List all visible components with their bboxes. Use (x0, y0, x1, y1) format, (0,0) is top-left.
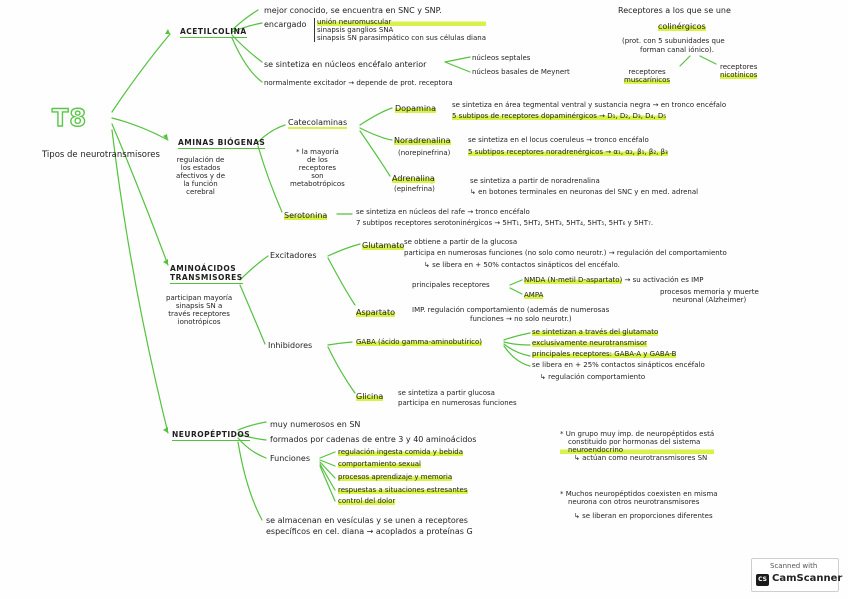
note-line: ↳ actúan como neurotransmisores SN (574, 454, 708, 462)
heading-line: TRANSMISORES (170, 273, 243, 282)
camscanner-logo-icon: CS (756, 574, 769, 586)
acetilcolina-encargado: encargado (264, 20, 307, 29)
catecolaminas-note (290, 148, 345, 188)
aminas-heading: AMINAS BIÓGENAS (178, 138, 266, 147)
nota-hormonas (560, 430, 714, 462)
acetilcolina-line: mejor conocido, se encuentra en SNC y SNP. (264, 6, 442, 15)
gaba-line: exclusivamente neurotransmisor (532, 339, 648, 347)
camscanner-brand: CamScanner (772, 573, 843, 584)
gaba-text: GABA (ácido gamma-aminobutírico) (356, 338, 483, 346)
adrenalina-line: ↳ en botones terminales en neuronas del SNC y en med. adrenal (470, 188, 699, 196)
nota-coexisten (560, 490, 718, 520)
neuropeptidos-almacen: se almacenan en vesículas y se unen a receptores (266, 516, 468, 525)
aminoacidos-heading (170, 264, 243, 284)
noradrenalina-sub: (norepinefrina) (398, 149, 451, 157)
glicina-label: Glicina (356, 392, 384, 401)
noradrenalina-line: se sintetiza en el locus coeruleus → tronco encéfalo (468, 136, 649, 144)
aminas-description (176, 156, 225, 196)
note-line: neuroendocrino (560, 446, 714, 454)
dopamina-label: Dopamina (395, 104, 437, 113)
desc-line: la función (183, 180, 218, 188)
heading-line: AMINOÁCIDOS (170, 264, 237, 273)
desc-line: ionotrópicos (177, 318, 221, 326)
note-line: receptores (298, 164, 337, 172)
glicina-line: se sintetiza a partir glucosa (398, 389, 495, 397)
gaba-line: principales receptores: GABA-A y GABA-B (532, 350, 677, 358)
note-line: ↳ se liberan en proporciones diferentes (574, 512, 713, 520)
note-line: neurona con otros neurotransmisores (568, 498, 700, 506)
funcion-item: regulación ingesta comida y bebida (338, 448, 464, 456)
neuropeptidos-heading: NEUROPÉPTIDOS (172, 430, 251, 439)
inhibidores-label: Inhibidores (268, 341, 313, 350)
nmda-activation: → su activación es IMP (624, 276, 704, 284)
sintesis-item: núcleos basales de Meynert (472, 68, 570, 76)
receptores-nicotinicos (720, 63, 757, 79)
desc-line: regulación de (176, 156, 225, 164)
gaba-line: se sintetizan a través del glutamato (532, 328, 659, 336)
neuropeptidos-line: muy numerosos en SN (270, 420, 361, 429)
procesos-note (660, 288, 759, 304)
glutamato-line: participa en numerosas funciones (no solo como neurotr.) → regulación del comportamiento (404, 249, 727, 257)
aspartato-line: IMP. regulación comportamiento (además de numerosas (412, 306, 610, 314)
note-line: * Muchos neuropéptidos coexisten en misma (560, 490, 718, 498)
receptores-label: receptores (720, 63, 758, 71)
serotonina-line: se sintetiza en núcleos del rafe → tronco encéfalo (356, 208, 530, 216)
note-line: * la mayoría (295, 148, 339, 156)
glicina-line: participa en numerosas funciones (398, 399, 517, 407)
desc-line: los estados (180, 164, 221, 172)
noradrenalina-label: Noradrenalina (394, 136, 451, 145)
note-line: metabotrópicos (290, 180, 345, 188)
excitadores-label: Excitadores (270, 251, 317, 260)
glutamato-label: Glutamato (362, 241, 405, 250)
gaba-line: ↳ regulación comportamiento (540, 373, 646, 381)
sintesis-item: núcleos septales (472, 54, 531, 62)
receptores-muscarinicos (624, 68, 670, 84)
nmda-label (524, 276, 703, 284)
funcion-item: respuestas a situaciones estresantes (338, 486, 468, 494)
page-subtitle: Tipos de neurotransmisores (42, 150, 160, 160)
neuropeptidos-almacen: específicos en cel. diana → acoplados a proteínas G (266, 527, 473, 536)
encargado-item: sinapsis SN parasimpático con sus células diana (317, 34, 487, 42)
acetilcolina-encargado-list (314, 18, 486, 42)
noradrenalina-line: 5 subtipos receptores noradrenérgicos → α₁, α₂, β₁, β₂, β₃ (468, 148, 668, 156)
glutamato-line: ↳ se libera en + 50% contactos sinápticos del encéfalo. (424, 261, 620, 269)
receptores-line: Receptores a los que se une (618, 6, 731, 15)
adrenalina-sub: (epinefrina) (394, 185, 435, 193)
receptores-colinergicos: colinérgicos (658, 22, 706, 31)
serotonina-label: Serotonina (284, 211, 328, 220)
desc-line: través receptores (168, 310, 230, 318)
note-line: * Un grupo muy imp. de neuropéptidos está (560, 430, 715, 438)
funcion-item: control del dolor (338, 497, 396, 505)
funciones-label: Funciones (270, 454, 310, 463)
note-line: neuronal (Alzheimer) (672, 296, 747, 304)
note-line: de los (306, 156, 328, 164)
adrenalina-line: se sintetiza a partir de noradrenalina (470, 177, 600, 185)
funcion-item: comportamiento sexual (338, 460, 421, 468)
note-line: son (311, 172, 324, 180)
desc-line: participan mayoría (166, 294, 233, 302)
note-line: constituido por hormonas del sistema (568, 438, 701, 446)
receptores-label: receptores (628, 68, 666, 76)
ampa-label: AMPA (524, 291, 544, 299)
glutamato-line: se obtiene a partir de la glucosa (404, 238, 518, 246)
acetilcolina-sintesis: se sintetiza en núcleos encéfalo anterior (264, 60, 427, 69)
scanned-with-text: Scanned with (770, 562, 818, 570)
dopamina-line: se sintetiza en área tegmental ventral y sustancia negra → en tronco encéfalo (452, 101, 727, 109)
receptores-principales: principales receptores (412, 281, 490, 289)
gaba-line: se libera en + 25% contactos sinápticos encéfalo (532, 361, 705, 369)
desc-line: afectivos y de (176, 172, 226, 180)
note-line: procesos memoria y muerte (660, 288, 759, 296)
desc-line: sinapsis SN a (175, 302, 223, 310)
gaba-label (356, 338, 482, 346)
desc-line: cerebral (186, 188, 215, 196)
neuropeptidos-line: formados por cadenas de entre 3 y 40 aminoácidos (270, 435, 477, 444)
encargado-item: unión neuromuscular (317, 18, 486, 26)
encargado-item: sinapsis ganglios SNA (317, 26, 394, 34)
nicotinicos-label: nicotínicos (720, 71, 758, 79)
receptores-line: forman canal iónico). (640, 46, 715, 54)
nmda-text: NMDA (N-metil D-aspartato) (524, 276, 623, 284)
aspartato-line: funciones → no solo neurotr.) (470, 315, 572, 323)
catecolaminas-label: Catecolaminas (288, 118, 348, 127)
aspartato-label: Aspartato (356, 308, 395, 317)
aminoacidos-description (166, 294, 232, 326)
muscarinicos-label: muscarínicos (624, 76, 671, 84)
receptores-line: (prot. con 5 subunidades que (622, 37, 725, 45)
page-title: T8 (52, 104, 88, 132)
acetilcolina-heading: ACETILCOLINA (180, 27, 247, 36)
serotonina-line: 7 subtipos receptores serotoninérgicos → 5HT₁, 5HT₂, 5HT₃, 5HT₄, 5HT₅, 5HT₆ y 5HT₇. (356, 219, 654, 227)
camscanner-badge (751, 558, 843, 592)
acetilcolina-excitador: normalmente excitador → depende de prot. receptora (264, 79, 453, 87)
dopamina-line: 5 subtipos de receptores dopaminérgicos → D₁, D₂, D₃, D₄, D₅ (452, 112, 667, 120)
adrenalina-label: Adrenalina (392, 174, 435, 183)
funcion-item: procesos aprendizaje y memoria (338, 473, 453, 481)
